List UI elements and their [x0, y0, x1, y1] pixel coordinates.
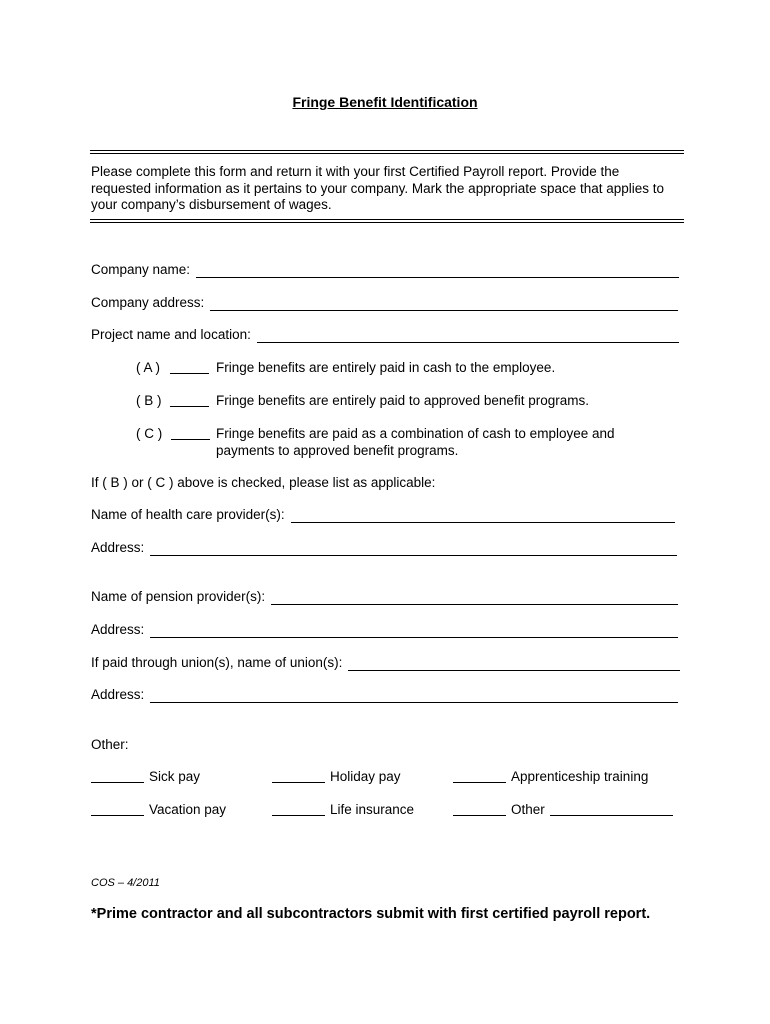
- union-address-label: Address:: [91, 687, 145, 702]
- holiday-pay-label: Holiday pay: [330, 769, 401, 784]
- company-name-line[interactable]: [196, 265, 679, 278]
- union-line[interactable]: [348, 658, 680, 671]
- other-heading: Other:: [91, 737, 129, 752]
- vacation-pay-blank[interactable]: [91, 804, 144, 816]
- project-field[interactable]: [91, 327, 679, 343]
- company-name-field[interactable]: [91, 262, 679, 278]
- sick-pay-label: Sick pay: [149, 769, 201, 784]
- option-b-blank[interactable]: [170, 395, 209, 407]
- company-name-label: Company name:: [91, 262, 191, 277]
- pension-address-field[interactable]: [91, 622, 678, 638]
- health-address-line[interactable]: [150, 543, 677, 556]
- company-address-line[interactable]: [210, 298, 678, 311]
- other-specify-line[interactable]: [550, 804, 673, 816]
- bottom-divider: [90, 219, 684, 223]
- pension-provider-field[interactable]: [91, 589, 678, 605]
- project-line[interactable]: [257, 330, 679, 343]
- option-c-blank[interactable]: [171, 428, 210, 440]
- list-instruction: If ( B ) or ( C ) above is checked, please list as applicable:: [91, 475, 436, 490]
- union-label: If paid through union(s), name of union(s):: [91, 655, 343, 670]
- footer-note: *Prime contractor and all subcontractors submit with first certified payroll report.: [91, 906, 651, 922]
- union-address-line[interactable]: [150, 690, 678, 703]
- sick-pay-blank[interactable]: [91, 771, 144, 783]
- apprenticeship-label: Apprenticeship training: [511, 769, 649, 784]
- life-insurance-blank[interactable]: [272, 804, 325, 816]
- pension-address-label: Address:: [91, 622, 145, 637]
- option-c-text: Fringe benefits are paid as a combination of cash to employee and payments to approved benefit programs.: [216, 426, 615, 458]
- health-address-field[interactable]: [91, 540, 677, 556]
- union-address-field[interactable]: [91, 687, 678, 703]
- option-a-code: ( A ): [136, 360, 161, 375]
- pension-provider-label: Name of pension provider(s):: [91, 589, 266, 604]
- instructions-paragraph: Please complete this form and return it with your first Certified Payroll report. Provide the requested information as it pertains to your company. Mark the appropriate space that applies to your company’s disbursement of wages.: [91, 164, 665, 212]
- page-title: Fringe Benefit Identification: [292, 94, 478, 110]
- health-provider-label: Name of health care provider(s):: [91, 507, 285, 522]
- option-a-text: Fringe benefits are entirely paid in cash to the employee.: [216, 360, 556, 375]
- apprenticeship-blank[interactable]: [453, 771, 506, 783]
- option-b-text: Fringe benefits are entirely paid to approved benefit programs.: [216, 393, 589, 408]
- holiday-pay-blank[interactable]: [272, 771, 325, 783]
- vacation-pay-label: Vacation pay: [149, 802, 227, 817]
- other-label: Other: [511, 802, 545, 817]
- company-address-label: Company address:: [91, 295, 205, 310]
- company-address-field[interactable]: [91, 295, 678, 311]
- health-provider-field[interactable]: [91, 507, 675, 523]
- pension-provider-line[interactable]: [271, 592, 678, 605]
- health-provider-line[interactable]: [291, 510, 675, 523]
- other-blank[interactable]: [453, 804, 506, 816]
- health-address-label: Address:: [91, 540, 145, 555]
- form-code: COS – 4/2011: [91, 877, 160, 889]
- life-insurance-label: Life insurance: [330, 802, 415, 817]
- option-a-blank[interactable]: [170, 362, 209, 374]
- project-label: Project name and location:: [91, 327, 251, 342]
- union-field[interactable]: [91, 655, 680, 671]
- option-b-code: ( B ): [136, 393, 162, 408]
- option-c-code: ( C ): [136, 426, 163, 441]
- pension-address-line[interactable]: [150, 625, 678, 638]
- top-divider: [90, 150, 684, 154]
